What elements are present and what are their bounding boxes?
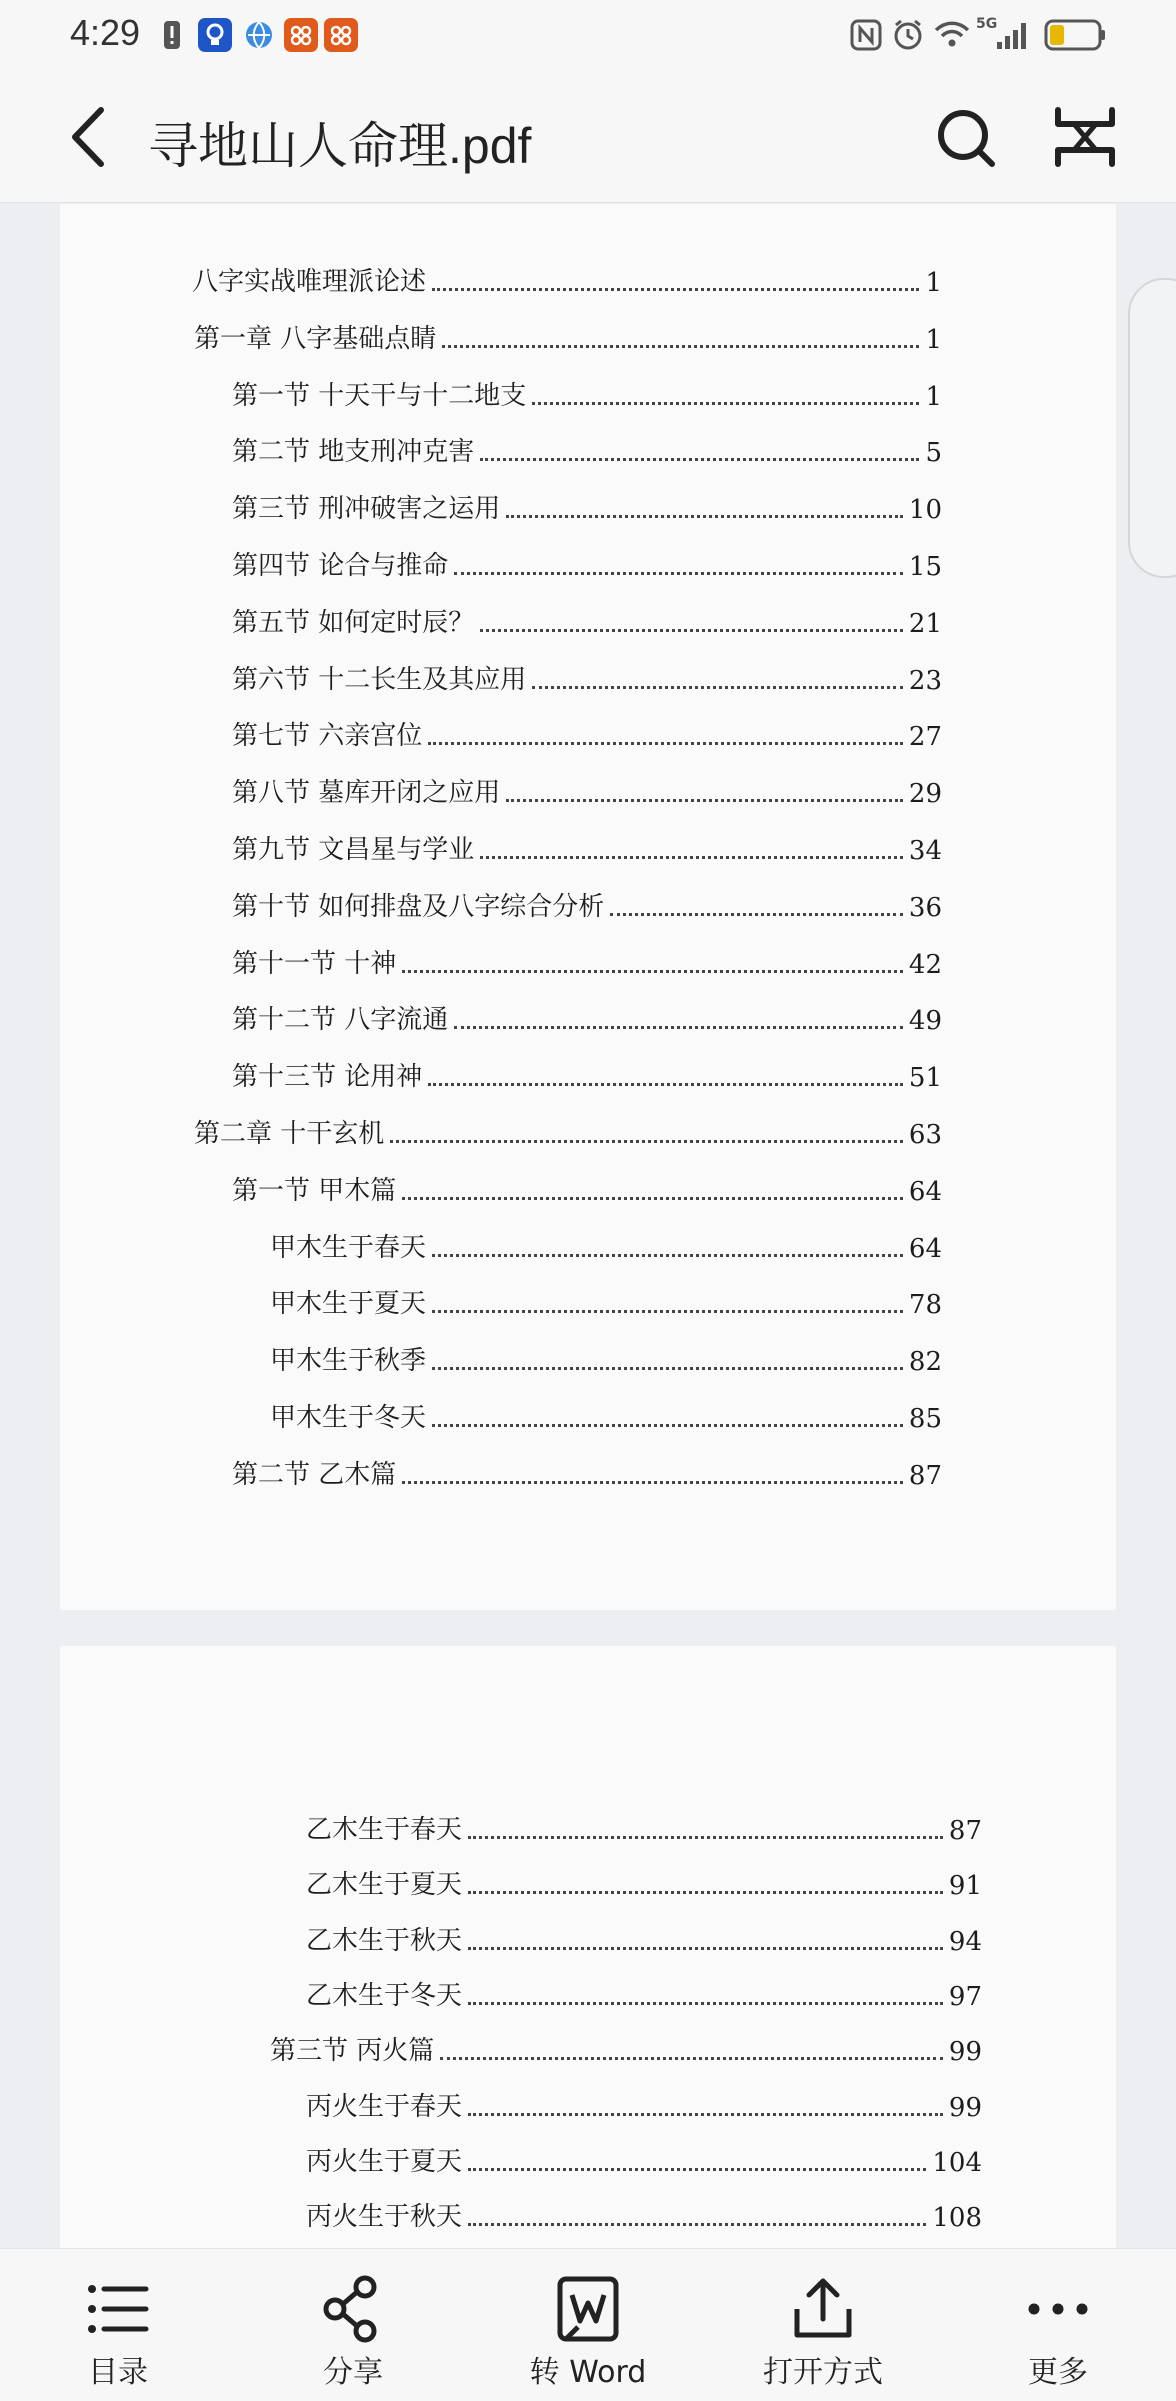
toc-entry-title: 第一章 八字基础点睛 [194, 324, 437, 354]
toc-entry-title: 第九节 文昌星与学业 [232, 835, 475, 865]
app-header [0, 72, 1176, 203]
dot-leader [454, 572, 903, 575]
toc-entry-title: 第十二节 八字流通 [232, 1005, 449, 1035]
toc-entry-title: 第六节 十二长生及其应用 [232, 665, 527, 695]
dot-leader [506, 799, 903, 802]
toc-entry-page: 64 [908, 1177, 942, 1207]
toc-entry-page: 49 [908, 1006, 942, 1036]
toc-entry[interactable] [232, 656, 942, 696]
dot-leader [390, 1140, 903, 1143]
network-type: 5G [976, 16, 998, 32]
toc-entry[interactable] [232, 712, 942, 752]
toc-entry-title: 第二节 乙木篇 [232, 1460, 397, 1490]
dot-leader [480, 458, 919, 461]
toc-entry[interactable] [232, 428, 942, 468]
toc-entry[interactable] [194, 1110, 942, 1150]
toc-entry-title: 第十一节 十神 [232, 949, 397, 979]
toc-entry-title: 第十节 如何排盘及八字综合分析 [232, 892, 605, 922]
toc-entry[interactable] [232, 769, 942, 809]
dot-leader [432, 1424, 903, 1427]
toc-entry-title: 第二节 地支刑冲克害 [232, 437, 475, 467]
toc-entry[interactable] [270, 2027, 982, 2067]
toc-entry-page: 63 [908, 1120, 942, 1150]
toc-entry-page: 1 [925, 325, 942, 355]
toc-entry-title: 第七节 六亲宫位 [232, 721, 423, 751]
more-button[interactable] [958, 2249, 1158, 2401]
toc-entry-page: 108 [932, 2203, 982, 2233]
toc-entry-title: 丙火生于春天 [306, 2092, 463, 2122]
toc-entry-title: 第十三节 论用神 [232, 1062, 423, 1092]
toc-entry-title: 甲木生于冬天 [270, 1403, 427, 1433]
toc-entry[interactable] [270, 1394, 942, 1434]
toc-entry[interactable] [232, 1053, 942, 1093]
battery-icon [1044, 18, 1106, 52]
toc-entry-page: 1 [925, 382, 942, 412]
toc-entry-page: 87 [948, 1816, 982, 1846]
toc-entry-title: 丙火生于夏天 [306, 2147, 463, 2177]
more-icon [1022, 2273, 1094, 2345]
share-button[interactable] [253, 2249, 453, 2401]
toc-entry[interactable] [232, 996, 942, 1036]
toc-entry-title: 第三节 丙火篇 [270, 2036, 435, 2066]
toc-entry-page: 1 [925, 268, 942, 298]
toc-entry-page: 10 [908, 495, 942, 525]
dot-leader [432, 1367, 903, 1370]
dot-leader [402, 970, 903, 973]
toc-entry-title: 第四节 论合与推命 [232, 551, 449, 581]
toc-entry[interactable] [306, 1861, 982, 1901]
toc-label: 目录 [88, 2355, 148, 2390]
toc-entry-page: 5 [925, 438, 942, 468]
toc-entry-title: 乙木生于冬天 [306, 1981, 463, 2011]
toc-entry[interactable] [232, 485, 942, 525]
toc-entry-page: 85 [908, 1404, 942, 1434]
toc-entry-page: 104 [932, 2148, 982, 2178]
toc-entry-page: 82 [908, 1347, 942, 1377]
toc-entry-page: 36 [908, 893, 942, 923]
toc-entry-page: 87 [908, 1461, 942, 1491]
toc-entry-page: 78 [908, 1290, 942, 1320]
share-icon [317, 2273, 389, 2345]
dot-leader [480, 856, 903, 859]
globe-app-icon [244, 18, 274, 52]
dot-leader [402, 1481, 903, 1484]
dot-leader [468, 1836, 943, 1839]
toc-entry[interactable] [192, 258, 942, 298]
toc-entry[interactable] [270, 1337, 942, 1377]
toc-entry[interactable] [232, 1167, 942, 1207]
dot-leader [532, 402, 919, 405]
dot-leader [468, 2168, 926, 2171]
back-button[interactable] [55, 102, 125, 172]
toc-entry-page: 29 [908, 779, 942, 809]
dot-leader [428, 1083, 903, 1086]
alarm-icon [892, 18, 924, 52]
toc-entry-page: 21 [908, 609, 942, 639]
toc-entry[interactable] [306, 1972, 982, 2012]
toc-entry-title: 甲木生于夏天 [270, 1289, 427, 1319]
dot-leader [468, 2113, 943, 2116]
toc-entry-title: 第三节 刑冲破害之运用 [232, 494, 501, 524]
toc-entry[interactable] [232, 940, 942, 980]
toc-entry-page: 97 [948, 1982, 982, 2012]
toc-entry[interactable] [306, 1917, 982, 1957]
toc-entry-title: 乙木生于夏天 [306, 1870, 463, 1900]
toc-entry-title: 乙木生于秋天 [306, 1926, 463, 1956]
toc-entry-page: 34 [908, 836, 942, 866]
toc-entry-title: 甲木生于春天 [270, 1233, 427, 1263]
toc-entry[interactable] [232, 1451, 942, 1491]
toc-entry[interactable] [270, 1280, 942, 1320]
convert-word-button[interactable] [488, 2249, 688, 2401]
toc-entry[interactable] [306, 2138, 982, 2178]
toc-entry-page: 64 [908, 1234, 942, 1264]
toc-entry[interactable] [232, 826, 942, 866]
dot-leader [468, 1891, 943, 1894]
dot-leader [432, 1254, 903, 1257]
toc-entry-title: 乙木生于春天 [306, 1815, 463, 1845]
toc-entry-page: 91 [948, 1871, 982, 1901]
app-icon [284, 18, 318, 52]
toc-entry[interactable] [306, 2193, 982, 2233]
status-time: 4:29 [70, 12, 141, 53]
open-with-button[interactable] [723, 2249, 923, 2401]
notification-icon [163, 18, 181, 52]
document-title: 寻地山人命理.pdf [148, 118, 532, 174]
dot-leader [432, 1310, 903, 1313]
dot-leader [610, 913, 903, 916]
toc-entry[interactable] [232, 542, 942, 582]
open-with-label: 打开方式 [763, 2355, 883, 2390]
toc-button[interactable] [18, 2249, 218, 2401]
back-arrow-icon [55, 102, 125, 172]
dot-leader [440, 2057, 943, 2060]
toc-entry-title: 第五节 如何定时辰？ [232, 608, 475, 638]
dot-leader [442, 345, 919, 348]
list-icon [82, 2273, 154, 2345]
convert-word-label: 转 Word [529, 2355, 647, 2390]
toc-entry-title: 第一节 十天干与十二地支 [232, 381, 527, 411]
side-panel-handle[interactable] [1128, 278, 1176, 578]
dot-leader [532, 686, 903, 689]
toc-entry-title: 第一节 甲木篇 [232, 1176, 397, 1206]
app-icon [324, 18, 358, 52]
toc-entry-page: 23 [908, 666, 942, 696]
dot-leader [428, 742, 903, 745]
open-with-icon [787, 2273, 859, 2345]
toc-entry-page: 94 [948, 1927, 982, 1957]
toc-entry-title: 八字实战唯理派论述 [192, 267, 427, 297]
toc-entry-title: 第二章 十干玄机 [194, 1119, 385, 1149]
toc-entry-page: 51 [908, 1063, 942, 1093]
toc-entry-page: 42 [908, 950, 942, 980]
dot-leader [454, 1026, 903, 1029]
more-label: 更多 [1028, 2355, 1088, 2390]
dot-leader [506, 515, 903, 518]
signal-icon [996, 18, 1032, 52]
bottom-toolbar [0, 2248, 1176, 2401]
toc-entry[interactable] [232, 599, 942, 639]
dot-leader [468, 2002, 943, 2005]
toc-entry[interactable] [306, 2083, 982, 2123]
toc-entry-title: 甲木生于秋季 [270, 1346, 427, 1376]
toc-entry-title: 丙火生于秋天 [306, 2202, 463, 2232]
toc-entry[interactable] [194, 315, 942, 355]
dot-leader [402, 1197, 903, 1200]
toc-entry-page: 99 [948, 2093, 982, 2123]
dot-leader [480, 629, 903, 632]
search-icon [930, 102, 1000, 172]
status-bar [0, 0, 1176, 72]
dot-leader [432, 288, 919, 291]
wifi-icon [934, 18, 970, 52]
toc-entry[interactable] [232, 372, 942, 412]
convert-word-icon [552, 2273, 624, 2345]
dot-leader [468, 2223, 926, 2226]
toc-entry[interactable] [232, 883, 942, 923]
dot-leader [468, 1947, 943, 1950]
toc-entry-page: 15 [908, 552, 942, 582]
toc-entry-page: 99 [948, 2037, 982, 2067]
toc-entry[interactable] [270, 1224, 942, 1264]
toc-entry-page: 27 [908, 722, 942, 752]
reading-mode-icon [1050, 102, 1120, 172]
reading-mode-button[interactable] [1050, 102, 1120, 172]
toc-entry[interactable] [306, 1806, 982, 1846]
nfc-icon [850, 18, 882, 52]
bulb-app-icon [198, 18, 232, 52]
toc-entry-title: 第八节 墓库开闭之应用 [232, 778, 501, 808]
search-button[interactable] [930, 102, 1000, 172]
share-label: 分享 [323, 2355, 383, 2390]
